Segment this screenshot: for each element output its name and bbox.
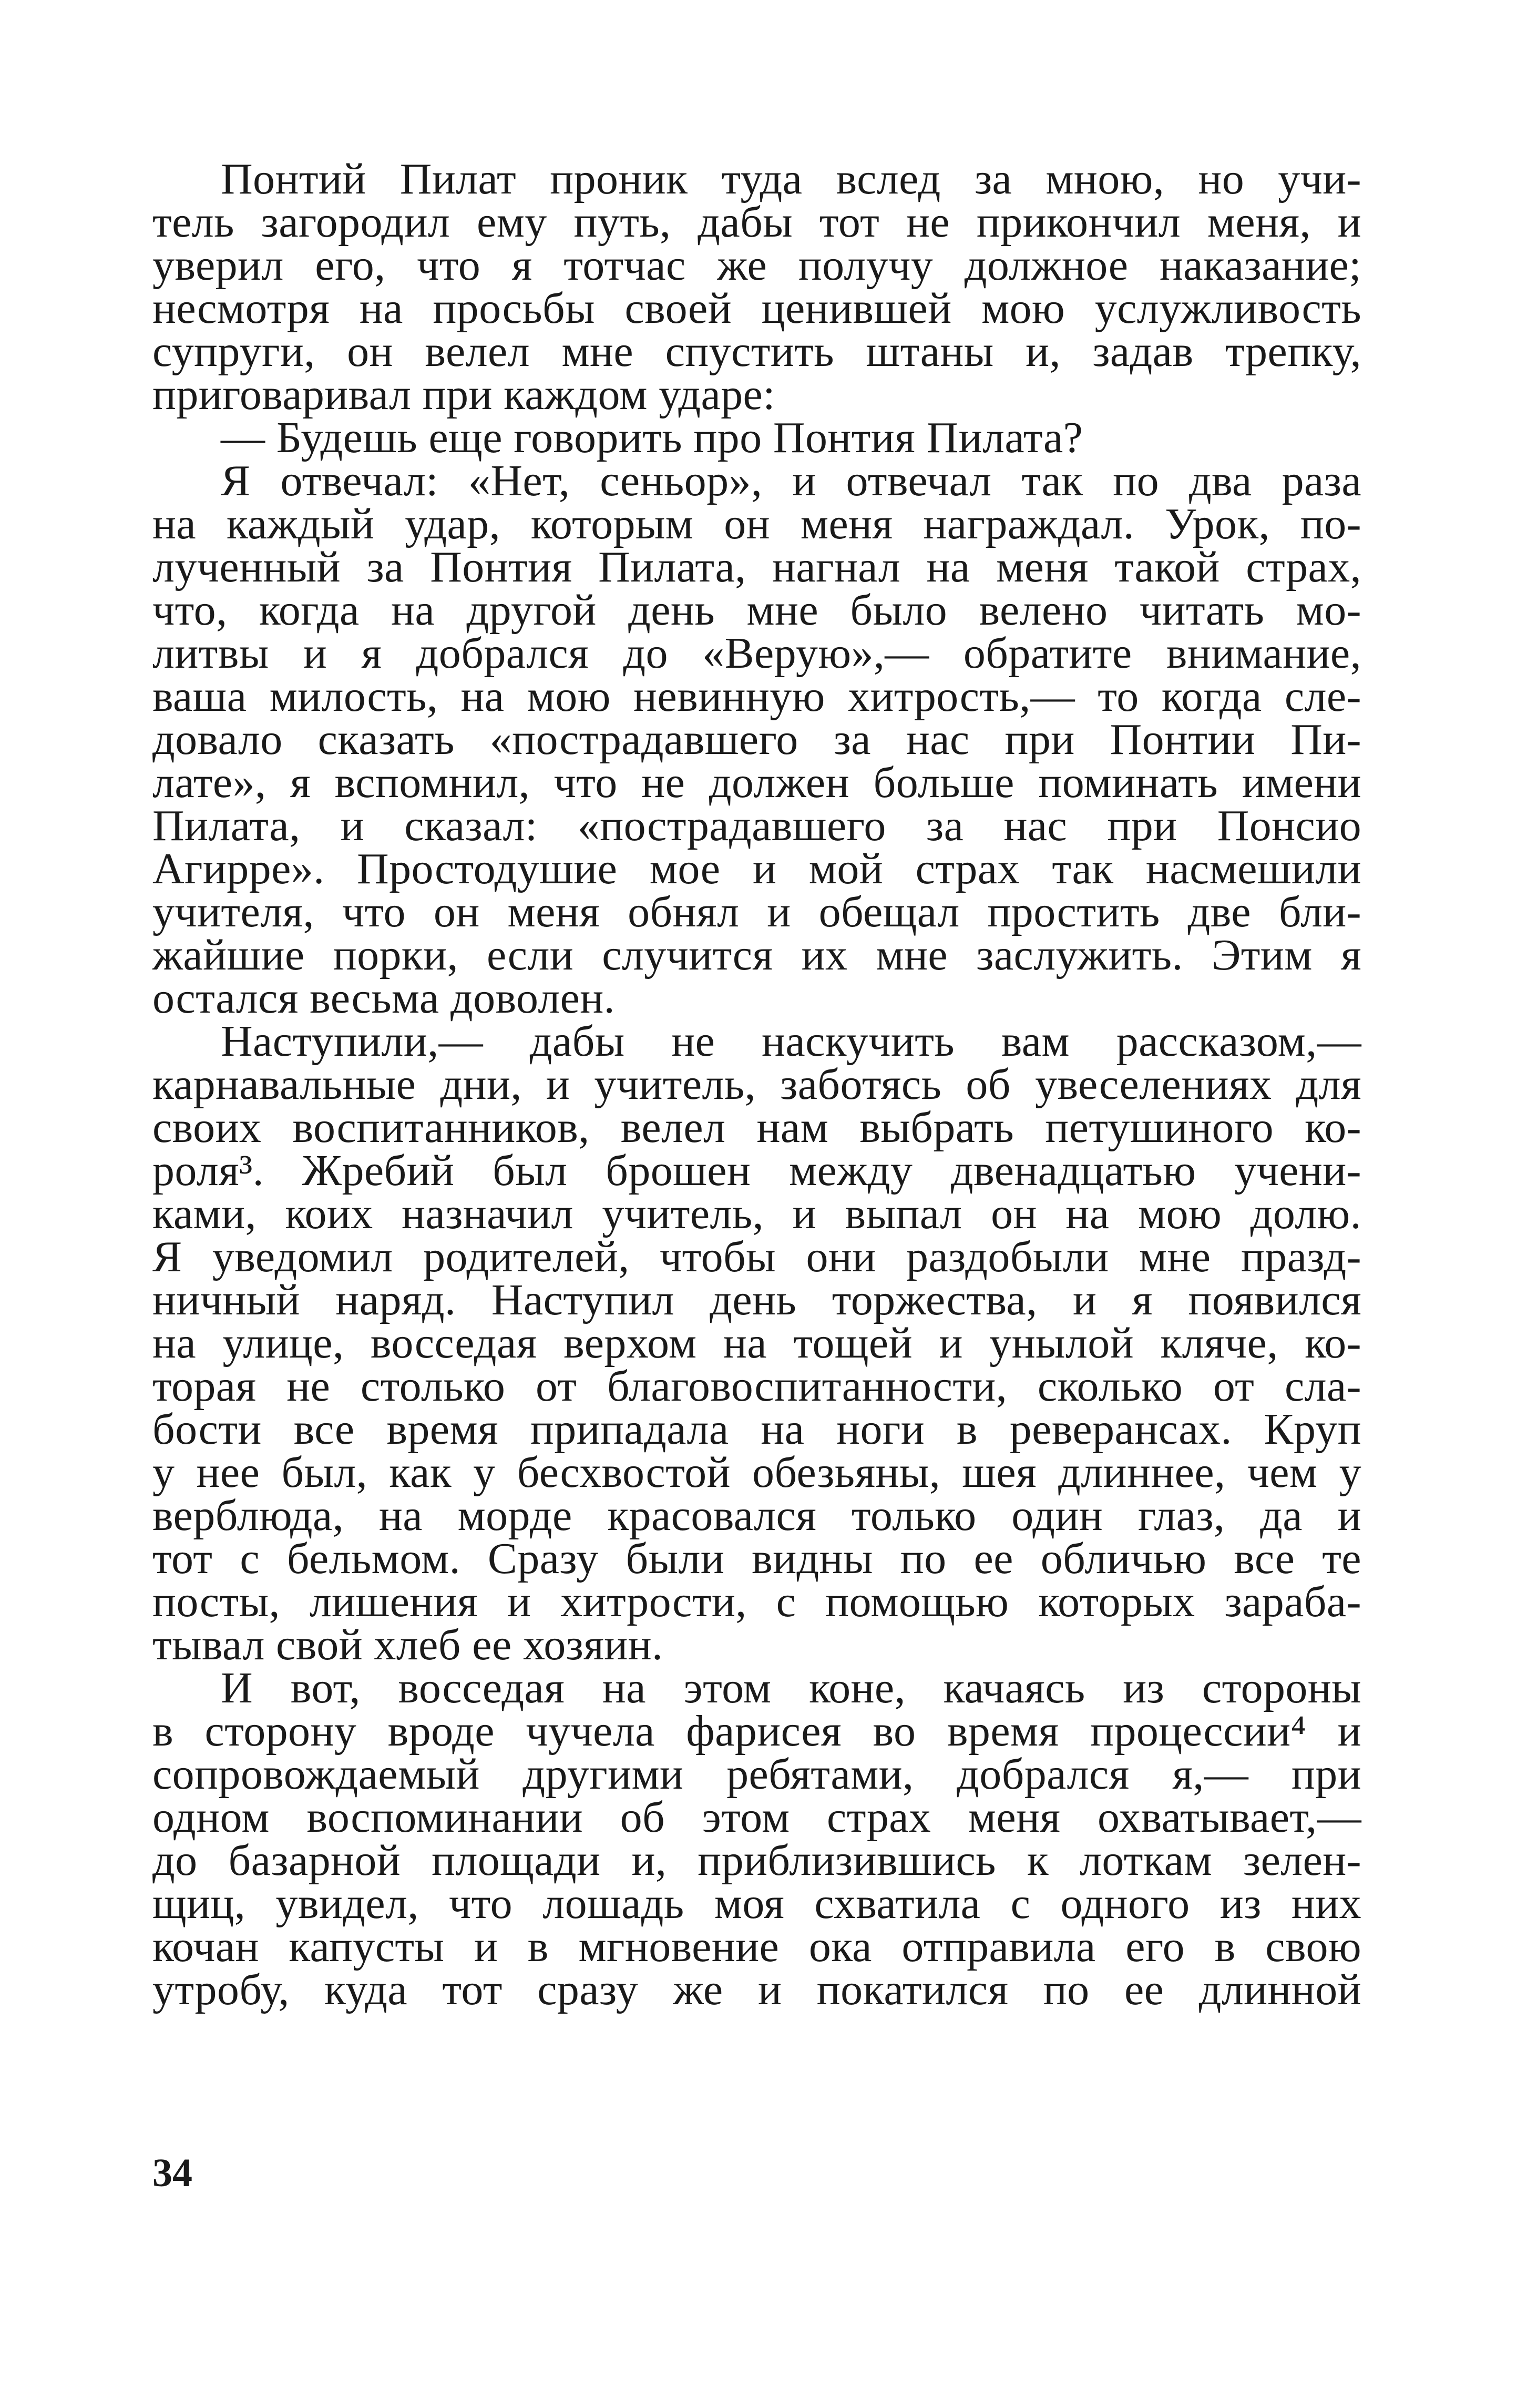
text-line: роля³. Жребий был брошен между двенадцатью учени- xyxy=(152,1146,1361,1195)
text-line: тот с бельмом. Сразу были видны по ее обличью все те xyxy=(152,1534,1361,1583)
text-line: что, когда на другой день мне было велено читать мо- xyxy=(152,586,1361,635)
text-line: Наступили,— дабы не наскучить вам рассказом,— xyxy=(221,1017,1361,1066)
text-line: верблюда, на морде красовался только один глаз, да и xyxy=(152,1491,1361,1540)
text-line: тель загородил ему путь, дабы тот не прикончил меня, и xyxy=(152,198,1361,247)
text-line: торая не столько от благовоспитанности, сколько от сла- xyxy=(152,1362,1361,1411)
text-line: Я уведомил родителей, чтобы они раздобыли мне празд- xyxy=(152,1232,1361,1281)
text-line: литвы и я добрался до «Верую»,— обратите внимание, xyxy=(152,629,1361,678)
text-line: сопровождаемый другими ребятами, добрался я,— при xyxy=(152,1750,1361,1799)
text-line: карнавальные дни, и учитель, заботясь об увеселениях для xyxy=(152,1060,1361,1109)
text-line: у нее был, как у бесхвостой обезьяны, шея длиннее, чем у xyxy=(152,1448,1361,1497)
page-number: 34 xyxy=(152,2151,192,2195)
text-line: на улице, восседая верхом на тощей и унылой кляче, ко- xyxy=(152,1319,1361,1368)
text-line: остался весьма доволен. xyxy=(152,974,616,1023)
text-line: несмотря на просьбы своей ценившей мою услужливость xyxy=(152,284,1361,333)
text-line: ничный наряд. Наступил день торжества, и я появился xyxy=(152,1276,1361,1324)
text-line: Агирре». Простодушие мое и мой страх так насмешили xyxy=(152,844,1361,893)
text-line: на каждый удар, которым он меня награждал. Урок, по- xyxy=(152,499,1361,548)
text-line: одном воспоминании об этом страх меня охватывает,— xyxy=(152,1793,1361,1842)
text-line: учителя, что он меня обнял и обещал простить две бли- xyxy=(152,887,1361,936)
text-line: Я отвечал: «Нет, сеньор», и отвечал так по два раза xyxy=(221,456,1361,505)
text-line: в сторону вроде чучела фарисея во время процессии⁴ и xyxy=(152,1707,1361,1756)
text-line: бости все время припадала на ноги в реверансах. Круп xyxy=(152,1405,1361,1454)
text-line: — Будешь еще говорить про Понтия Пилата? xyxy=(221,413,1083,462)
text-line: довало сказать «пострадавшего за нас при Понтии Пи- xyxy=(152,715,1361,764)
text-line: лате», я вспомнил, что не должен больше поминать имени xyxy=(152,758,1361,807)
text-line: И вот, восседая на этом коне, качаясь из стороны xyxy=(221,1664,1361,1712)
text-line: Пилата, и сказал: «пострадавшего за нас при Понсио xyxy=(152,801,1361,850)
text-line: супруги, он велел мне спустить штаны и, задав трепку, xyxy=(152,327,1361,376)
text-line: лученный за Понтия Пилата, нагнал на меня такой страх, xyxy=(152,543,1361,591)
text-line: своих воспитанников, велел нам выбрать петушиного ко- xyxy=(152,1103,1361,1152)
text-line: уверил его, что я тотчас же получу должное наказание; xyxy=(152,241,1361,290)
text-line: ваша милость, на мою невинную хитрость,— то когда сле- xyxy=(152,672,1361,721)
body-text xyxy=(152,155,1361,2014)
text-line: щиц, увидел, что лошадь моя схватила с одного из них xyxy=(152,1879,1361,1928)
text-line: кочан капусты и в мгновение ока отправила его в свою xyxy=(152,1922,1361,1971)
text-line: ками, коих назначил учитель, и выпал он на мою долю. xyxy=(152,1189,1361,1238)
text-line: жайшие порки, если случится их мне заслужить. Этим я xyxy=(152,931,1361,979)
text-line: тывал свой хлеб ее хозяин. xyxy=(152,1620,663,1669)
text-line: приговаривал при каждом ударе: xyxy=(152,370,775,419)
text-line: утробу, куда тот сразу же и покатился по ее длинной xyxy=(152,1965,1361,2014)
text-line: Понтий Пилат проник туда вслед за мною, но учи- xyxy=(221,155,1361,203)
text-line: посты, лишения и хитрости, с помощью которых зараба- xyxy=(152,1577,1361,1626)
text-line: до базарной площади и, приблизившись к лоткам зелен- xyxy=(152,1836,1361,1885)
